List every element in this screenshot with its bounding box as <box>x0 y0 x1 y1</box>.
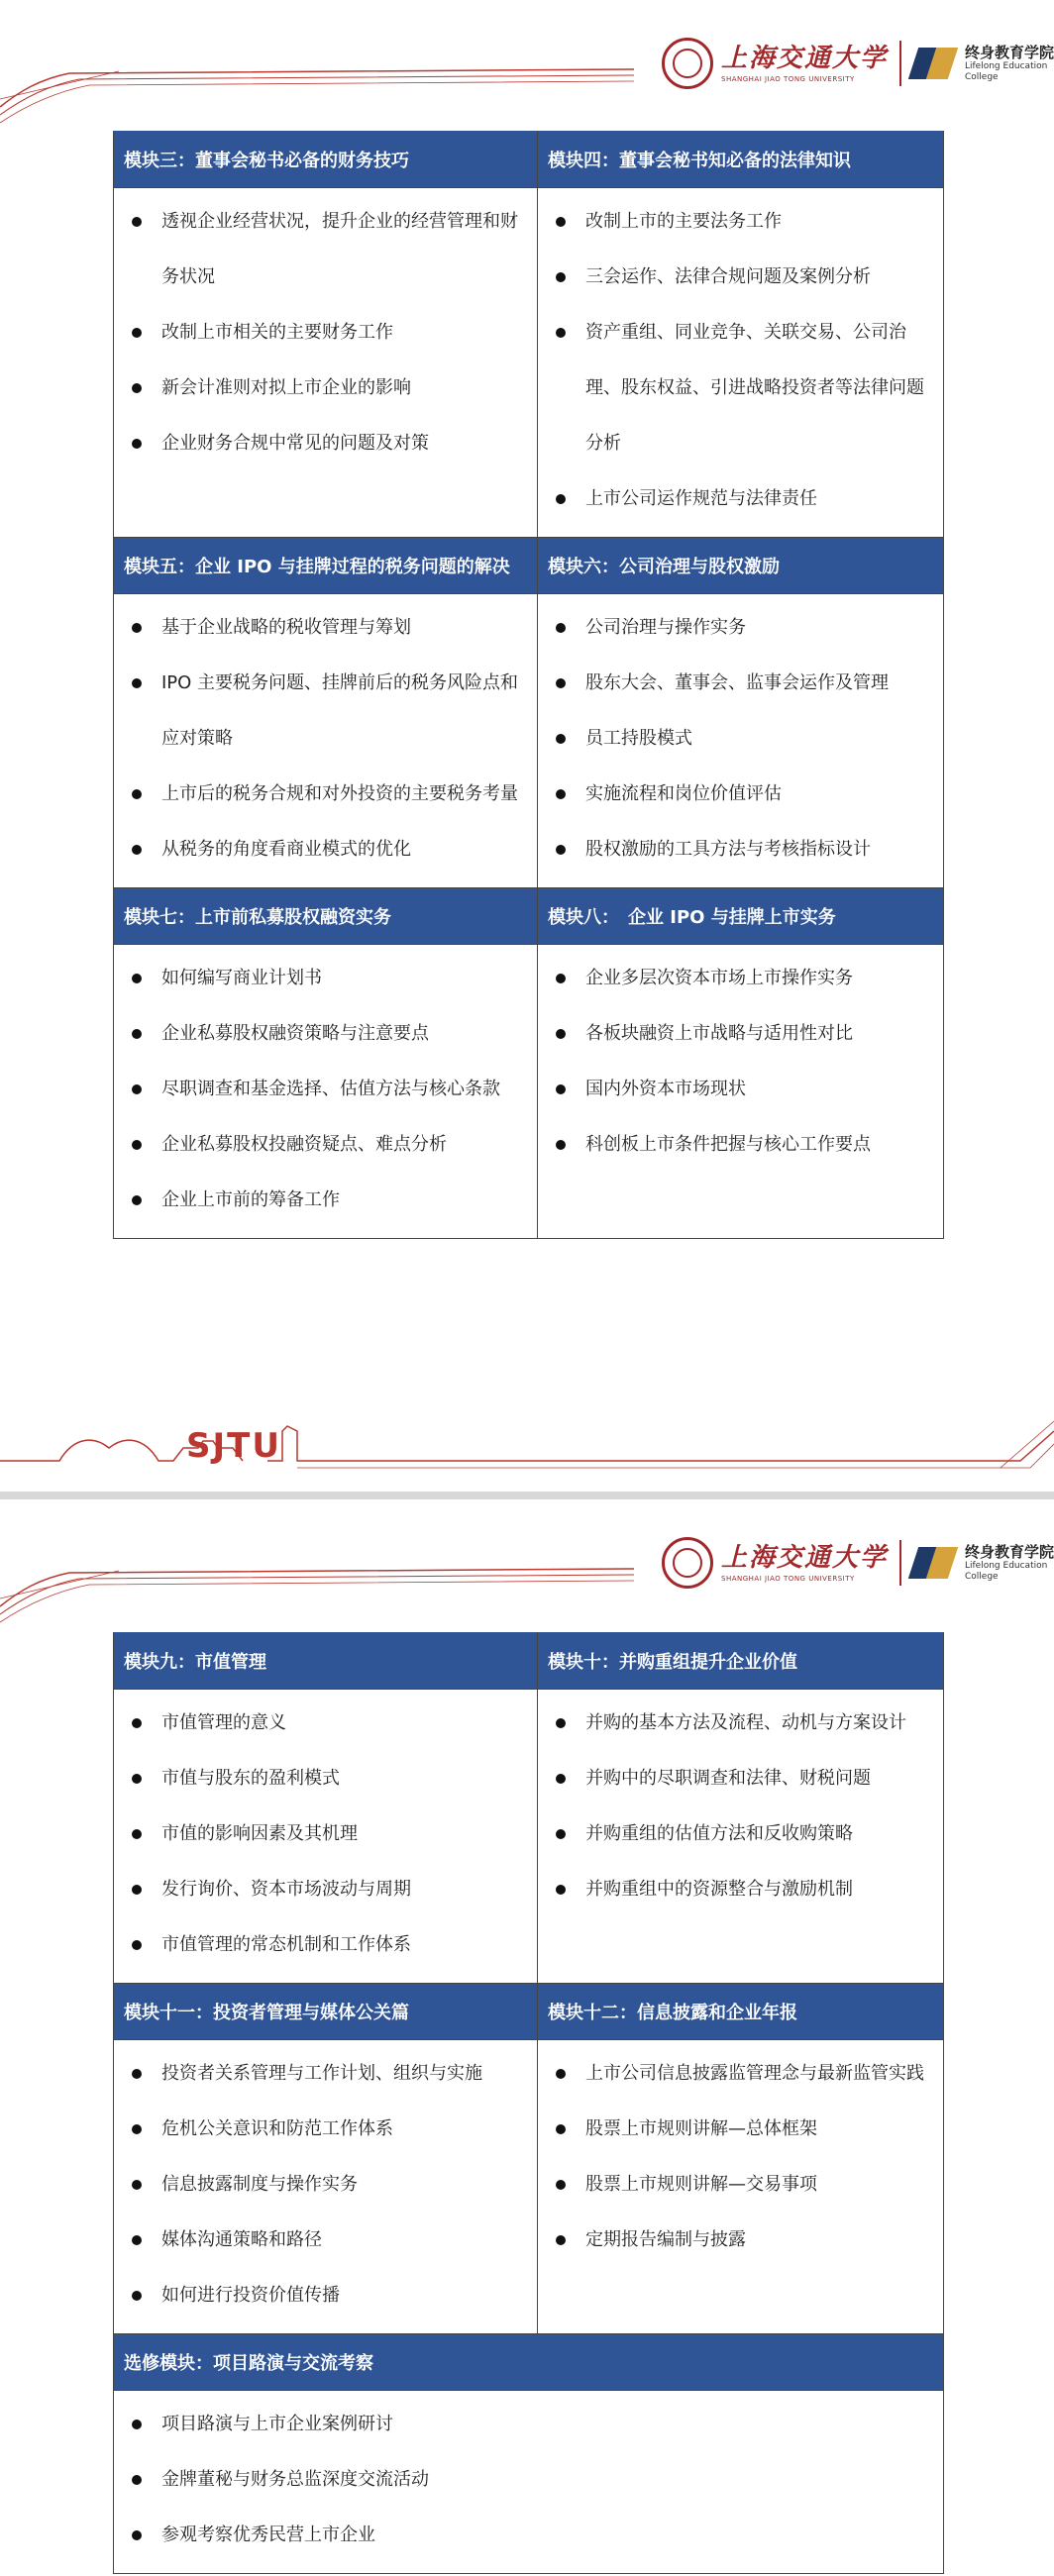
list-item: 透视企业经营状况，提升企业的经营管理和财务状况 <box>124 194 523 305</box>
logo-divider <box>899 41 901 86</box>
footer-decoration <box>0 1387 1054 1486</box>
college-name-cn: 终身教育学院 <box>965 44 1054 61</box>
list-item: 市值与股东的盈利模式 <box>124 1751 523 1806</box>
module-title: 模块六：公司治理与股权激励 <box>538 538 944 594</box>
logo-divider <box>899 1540 901 1586</box>
list-item: 定期报告编制与披露 <box>548 2213 929 2268</box>
list-item: 从税务的角度看商业模式的优化 <box>124 822 523 877</box>
university-name-en: SHANGHAI JIAO TONG UNIVERSITY <box>721 1575 855 1583</box>
list-item: 上市后的税务合规和对外投资的主要税务考量 <box>124 767 523 822</box>
module-title: 选修模块：项目路演与交流考察 <box>114 2334 944 2391</box>
list-item: 实施流程和岗位价值评估 <box>548 767 929 822</box>
list-item: 员工持股模式 <box>548 711 929 767</box>
module-title: 模块四：董事会秘书知必备的法律知识 <box>538 132 944 188</box>
list-item: 股东大会、董事会、监事会运作及管理 <box>548 656 929 711</box>
list-item: 改制上市的主要法务工作 <box>548 194 929 250</box>
module-content <box>538 594 944 888</box>
list-item: 科创板上市条件把握与核心工作要点 <box>548 1117 929 1173</box>
list-item: IPO 主要税务问题、挂牌前后的税务风险点和应对策略 <box>124 656 523 767</box>
list-item: 项目路演与上市企业案例研讨 <box>124 2397 929 2452</box>
list-item: 各板块融资上市战略与适用性对比 <box>548 1006 929 1062</box>
module-content <box>114 1690 538 1984</box>
list-item: 上市公司信息披露监管理念与最新监管实践 <box>548 2046 929 2102</box>
university-name-cn: 上海交通大学 <box>721 44 889 73</box>
list-item: 并购中的尽职调查和法律、财税问题 <box>548 1751 929 1806</box>
list-item: 股票上市规则讲解—总体框架 <box>548 2102 929 2157</box>
list-item: 三会运作、法律合规问题及案例分析 <box>548 250 929 305</box>
college-name-cn: 终身教育学院 <box>965 1543 1054 1561</box>
list-item: 并购重组中的资源整合与激励机制 <box>548 1862 929 1917</box>
university-seal-icon <box>662 1537 713 1589</box>
list-item: 投资者关系管理与工作计划、组织与实施 <box>124 2046 523 2102</box>
module-content <box>114 2391 944 2574</box>
module-title: 模块八： 企业 IPO 与挂牌上市实务 <box>538 888 944 945</box>
module-content <box>538 945 944 1239</box>
list-item: 企业多层次资本市场上市操作实务 <box>548 951 929 1006</box>
list-item: 上市公司运作规范与法律责任 <box>548 471 929 527</box>
module-table-2 <box>113 1632 944 2574</box>
module-table-1 <box>113 131 944 1239</box>
list-item: 发行询价、资本市场波动与周期 <box>124 1862 523 1917</box>
list-item: 市值的影响因素及其机理 <box>124 1806 523 1862</box>
university-seal-icon <box>662 38 713 89</box>
list-item: 国内外资本市场现状 <box>548 1062 929 1117</box>
list-item: 企业私募股权融资策略与注意要点 <box>124 1006 523 1062</box>
module-content <box>114 594 538 888</box>
module-title: 模块十：并购重组提升企业价值 <box>538 1633 944 1690</box>
list-item: 资产重组、同业竞争、关联交易、公司治理、股东权益、引进战略投资者等法律问题分析 <box>548 305 929 471</box>
college-name-en-2: College <box>965 72 999 82</box>
list-item: 股权激励的工具方法与考核指标设计 <box>548 822 929 877</box>
page-2 <box>0 1499 1054 2576</box>
module-title: 模块九：市值管理 <box>114 1633 538 1690</box>
list-item: 股票上市规则讲解—交易事项 <box>548 2157 929 2213</box>
list-item: 信息披露制度与操作实务 <box>124 2157 523 2213</box>
university-name-cn: 上海交通大学 <box>721 1543 889 1573</box>
header-logo <box>662 36 1054 91</box>
module-content <box>538 2040 944 2334</box>
module-title: 模块十二：信息披露和企业年报 <box>538 1984 944 2040</box>
footer-wordmark: SJTU <box>186 1426 281 1466</box>
list-item: 企业上市前的筹备工作 <box>124 1173 523 1228</box>
list-item: 企业财务合规中常见的问题及对策 <box>124 416 523 471</box>
list-item: 新会计准则对拟上市企业的影响 <box>124 361 523 416</box>
list-item: 并购重组的估值方法和反收购策略 <box>548 1806 929 1862</box>
list-item: 市值管理的常态机制和工作体系 <box>124 1917 523 1973</box>
list-item: 参观考察优秀民营上市企业 <box>124 2508 929 2563</box>
list-item: 尽职调查和基金选择、估值方法与核心条款 <box>124 1062 523 1117</box>
module-title: 模块七：上市前私募股权融资实务 <box>114 888 538 945</box>
college-logo-icon <box>913 1543 957 1583</box>
module-title: 模块五：企业 IPO 与挂牌过程的税务问题的解决 <box>114 538 538 594</box>
module-content <box>538 1690 944 1984</box>
module-title: 模块三：董事会秘书必备的财务技巧 <box>114 132 538 188</box>
header-logo <box>662 1535 1054 1591</box>
college-name-en-1: Lifelong Education <box>965 1561 1048 1571</box>
list-item: 危机公关意识和防范工作体系 <box>124 2102 523 2157</box>
list-item: 媒体沟通策略和路径 <box>124 2213 523 2268</box>
list-item: 公司治理与操作实务 <box>548 600 929 656</box>
list-item: 金牌董秘与财务总监深度交流活动 <box>124 2452 929 2508</box>
list-item: 改制上市相关的主要财务工作 <box>124 305 523 361</box>
university-name-en: SHANGHAI JIAO TONG UNIVERSITY <box>721 75 855 83</box>
list-item: 企业私募股权投融资疑点、难点分析 <box>124 1117 523 1173</box>
list-item: 基于企业战略的税收管理与筹划 <box>124 600 523 656</box>
module-content <box>114 188 538 538</box>
module-content <box>538 188 944 538</box>
module-content <box>114 945 538 1239</box>
college-name-en-2: College <box>965 1572 999 1582</box>
college-name-en-1: Lifelong Education <box>965 61 1048 71</box>
module-title: 模块十一：投资者管理与媒体公关篇 <box>114 1984 538 2040</box>
list-item: 市值管理的意义 <box>124 1696 523 1751</box>
list-item: 如何进行投资价值传播 <box>124 2268 523 2323</box>
list-item: 并购的基本方法及流程、动机与方案设计 <box>548 1696 929 1751</box>
list-item: 如何编写商业计划书 <box>124 951 523 1006</box>
college-logo-icon <box>913 44 957 83</box>
module-content <box>114 2040 538 2334</box>
